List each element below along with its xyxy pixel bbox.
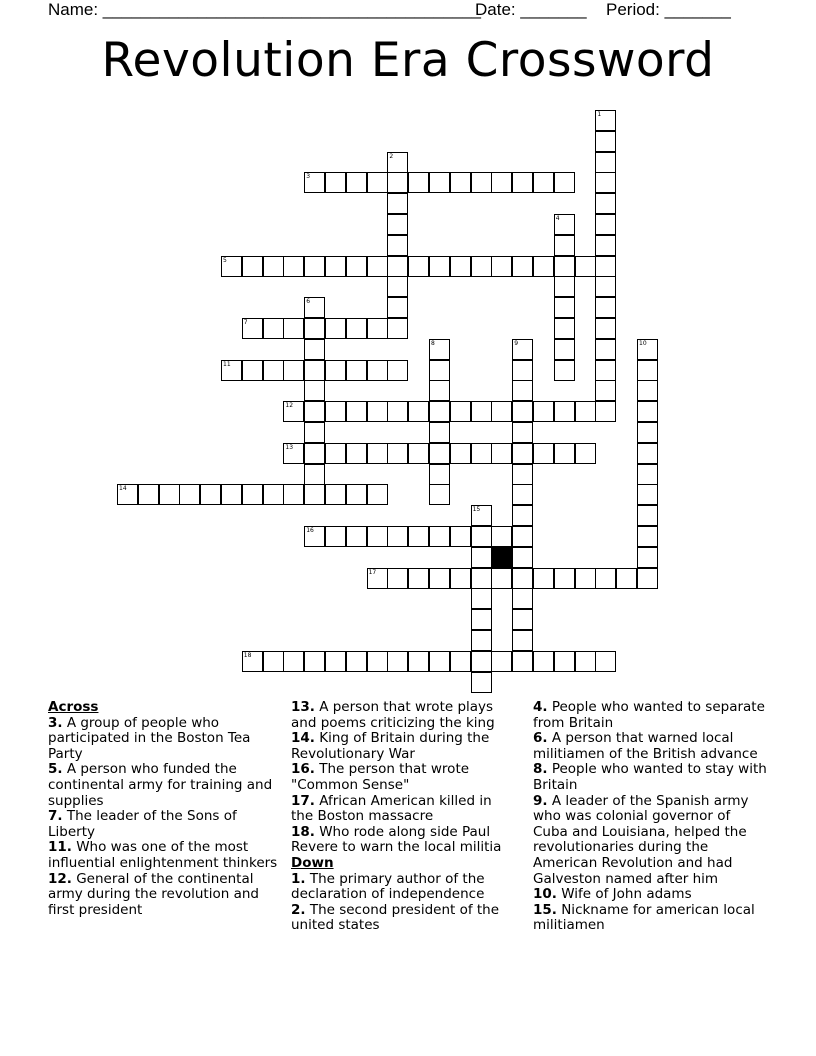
grid-cell[interactable] bbox=[595, 235, 616, 256]
grid-cell[interactable] bbox=[429, 380, 450, 401]
grid-cell[interactable] bbox=[429, 339, 450, 360]
grid-cell[interactable] bbox=[533, 568, 554, 589]
grid-cell[interactable] bbox=[304, 422, 325, 443]
grid-cell[interactable] bbox=[471, 568, 492, 589]
grid-cell[interactable] bbox=[283, 484, 304, 505]
name-field[interactable]: Name: ________________________________________ bbox=[48, 0, 481, 19]
cell-number: 10 bbox=[639, 339, 647, 347]
cell-number: 12 bbox=[285, 402, 294, 410]
grid-cell[interactable] bbox=[283, 651, 304, 672]
grid-cell[interactable] bbox=[491, 651, 512, 672]
grid-cell[interactable] bbox=[637, 547, 658, 568]
grid-cell[interactable] bbox=[408, 651, 429, 672]
clue-item: 4. People who wanted to separate from Britain bbox=[533, 699, 765, 731]
grid-cell[interactable] bbox=[387, 360, 408, 381]
clues-column-3 bbox=[533, 700, 768, 934]
grid-cell[interactable] bbox=[512, 360, 533, 381]
grid-cell[interactable] bbox=[387, 401, 408, 422]
clue-item: 3. A group of people who participated in the Boston Tea Party bbox=[48, 714, 251, 762]
grid-cell[interactable] bbox=[325, 443, 346, 464]
grid-cell[interactable] bbox=[283, 360, 304, 381]
grid-cell[interactable] bbox=[533, 256, 554, 277]
grid-cell[interactable] bbox=[346, 318, 367, 339]
grid-cell[interactable] bbox=[595, 193, 616, 214]
clue-item: 5. A person who funded the continental army for training and supplies bbox=[48, 761, 273, 809]
grid-cell[interactable] bbox=[408, 256, 429, 277]
grid-cell[interactable] bbox=[554, 443, 575, 464]
grid-cell[interactable] bbox=[387, 152, 408, 173]
grid-cell[interactable] bbox=[346, 172, 367, 193]
grid-cell[interactable] bbox=[450, 651, 471, 672]
grid-cell[interactable] bbox=[387, 443, 408, 464]
grid-cell[interactable] bbox=[346, 256, 367, 277]
grid-cell[interactable] bbox=[575, 401, 596, 422]
grid-cell[interactable] bbox=[325, 526, 346, 547]
grid-cell[interactable] bbox=[554, 401, 575, 422]
grid-cell[interactable] bbox=[512, 464, 533, 485]
grid-cell[interactable] bbox=[533, 651, 554, 672]
across-heading: Across bbox=[48, 699, 99, 715]
grid-cell[interactable] bbox=[263, 651, 284, 672]
clue-list-col3 bbox=[533, 700, 768, 934]
clue-item: 6. A person that warned local militiamen of the British advance bbox=[533, 730, 758, 762]
grid-cell[interactable] bbox=[304, 297, 325, 318]
grid-cell[interactable] bbox=[242, 318, 263, 339]
grid-cell[interactable] bbox=[512, 443, 533, 464]
grid-cell[interactable] bbox=[304, 443, 325, 464]
grid-cell[interactable] bbox=[429, 422, 450, 443]
grid-cell[interactable] bbox=[429, 651, 450, 672]
grid-cell[interactable] bbox=[221, 360, 242, 381]
grid-cell[interactable] bbox=[325, 172, 346, 193]
grid-cell[interactable] bbox=[471, 630, 492, 651]
grid-cell[interactable] bbox=[595, 110, 616, 131]
grid-cell[interactable] bbox=[304, 339, 325, 360]
clue-item: 10. Wife of John adams bbox=[533, 886, 692, 903]
grid-cell[interactable] bbox=[408, 443, 429, 464]
clue-item: 18. Who rode along side Paul Revere to warn the local militia bbox=[291, 823, 502, 856]
grid-cell[interactable] bbox=[595, 256, 616, 277]
grid-cell[interactable] bbox=[387, 214, 408, 235]
grid-cell[interactable] bbox=[242, 484, 263, 505]
grid-cell[interactable] bbox=[575, 568, 596, 589]
grid-cell[interactable] bbox=[491, 172, 512, 193]
grid-cell[interactable] bbox=[304, 172, 325, 193]
grid-cell[interactable] bbox=[512, 651, 533, 672]
grid-cell[interactable] bbox=[221, 484, 242, 505]
cell-number: 15 bbox=[472, 506, 481, 514]
grid-cell[interactable] bbox=[595, 276, 616, 297]
grid-cell[interactable] bbox=[304, 380, 325, 401]
clue-item: 14. King of Britain during the Revolutionary War bbox=[291, 730, 490, 762]
grid-cell[interactable] bbox=[429, 172, 450, 193]
clue-item: 11. Who was one of the most influential enlightenment thinkers bbox=[48, 839, 278, 871]
grid-cell[interactable] bbox=[450, 526, 471, 547]
grid-cell[interactable] bbox=[387, 172, 408, 193]
grid-cell[interactable] bbox=[595, 568, 616, 589]
cell-number: 2 bbox=[389, 152, 394, 160]
grid-cell[interactable] bbox=[637, 401, 658, 422]
grid-cell[interactable] bbox=[387, 318, 408, 339]
grid-cell[interactable] bbox=[304, 526, 325, 547]
grid-cell[interactable] bbox=[637, 443, 658, 464]
grid-cell[interactable] bbox=[450, 443, 471, 464]
grid-cell[interactable] bbox=[512, 526, 533, 547]
grid-cell[interactable] bbox=[408, 172, 429, 193]
grid-cell[interactable] bbox=[471, 547, 492, 568]
grid-cell[interactable] bbox=[595, 131, 616, 152]
grid-cell[interactable] bbox=[512, 422, 533, 443]
cell-number: 9 bbox=[514, 339, 519, 347]
grid-cell[interactable] bbox=[616, 568, 637, 589]
clue-item: 7. The leader of the Sons of Liberty bbox=[48, 808, 237, 840]
clue-item: 8. People who wanted to stay with Britain bbox=[533, 761, 767, 793]
grid-cell[interactable] bbox=[263, 256, 284, 277]
grid-cell[interactable] bbox=[242, 651, 263, 672]
grid-cell[interactable] bbox=[575, 256, 596, 277]
grid-cell[interactable] bbox=[554, 297, 575, 318]
clue-item: 16. The person that wrote "Common Sense" bbox=[291, 761, 470, 793]
cell-number: 8 bbox=[431, 339, 435, 347]
grid-cell[interactable] bbox=[408, 401, 429, 422]
grid-cell[interactable] bbox=[387, 297, 408, 318]
clue-item: 1. The primary author of the declaration of independence bbox=[291, 870, 485, 903]
grid-cell[interactable] bbox=[554, 360, 575, 381]
grid-cell[interactable] bbox=[595, 318, 616, 339]
grid-cell[interactable] bbox=[283, 401, 304, 422]
grid-cell[interactable] bbox=[595, 214, 616, 235]
cell-number: 14 bbox=[119, 485, 127, 493]
grid-cell[interactable] bbox=[533, 401, 554, 422]
grid-cell[interactable] bbox=[450, 172, 471, 193]
clues-column-2 bbox=[291, 700, 516, 934]
clue-item: 17. African American killed in the Boston massacre bbox=[291, 792, 492, 825]
grid-cell[interactable] bbox=[554, 318, 575, 339]
grid-cell[interactable] bbox=[387, 256, 408, 277]
grid-cell[interactable] bbox=[283, 318, 304, 339]
grid-cell[interactable] bbox=[575, 443, 596, 464]
grid-cell[interactable] bbox=[117, 484, 138, 505]
grid-cell[interactable] bbox=[408, 568, 429, 589]
grid-cell[interactable] bbox=[637, 422, 658, 443]
grid-cell[interactable] bbox=[304, 464, 325, 485]
grid-cell[interactable] bbox=[304, 256, 325, 277]
grid-cell[interactable] bbox=[595, 172, 616, 193]
cell-number: 7 bbox=[243, 319, 248, 326]
grid-cell[interactable] bbox=[367, 568, 388, 589]
clue-item: 2. The second president of the united states bbox=[291, 901, 500, 934]
grid-cell[interactable] bbox=[575, 651, 596, 672]
grid-cell[interactable] bbox=[429, 526, 450, 547]
grid-cell[interactable] bbox=[325, 484, 346, 505]
cell-number: 4 bbox=[555, 215, 560, 222]
grid-cell[interactable] bbox=[367, 443, 388, 464]
clue-item: 15. Nickname for american local militiamen bbox=[533, 901, 755, 934]
grid-cell[interactable] bbox=[325, 318, 346, 339]
clue-item: 12. General of the continental army during the revolution and first president bbox=[48, 870, 259, 918]
grid-cell[interactable] bbox=[367, 318, 388, 339]
cell-number: 18 bbox=[243, 651, 252, 659]
cell-number: 3 bbox=[306, 173, 311, 181]
grid-cell[interactable] bbox=[429, 464, 450, 485]
grid-cell[interactable] bbox=[554, 276, 575, 297]
grid-cell[interactable] bbox=[367, 651, 388, 672]
grid-cell[interactable] bbox=[512, 588, 533, 609]
clue-list-col2-across bbox=[291, 700, 516, 856]
clue-item: 13. A person that wrote plays and poems criticizing the king bbox=[291, 699, 495, 731]
grid-cell[interactable] bbox=[471, 672, 492, 693]
grid-cell[interactable] bbox=[450, 256, 471, 277]
grid-cell[interactable] bbox=[512, 609, 533, 630]
grid-cell[interactable] bbox=[242, 256, 263, 277]
cell-number: 16 bbox=[306, 527, 314, 534]
grid-cell[interactable] bbox=[408, 526, 429, 547]
grid-cell[interactable] bbox=[325, 360, 346, 381]
grid-cell[interactable] bbox=[325, 256, 346, 277]
grid-cell[interactable] bbox=[346, 401, 367, 422]
grid-cell[interactable] bbox=[387, 651, 408, 672]
grid-cell[interactable] bbox=[512, 401, 533, 422]
grid-cell[interactable] bbox=[491, 568, 512, 589]
grid-cell[interactable] bbox=[533, 443, 554, 464]
grid-cell[interactable] bbox=[429, 401, 450, 422]
grid-cell[interactable] bbox=[367, 526, 388, 547]
grid-cell[interactable] bbox=[346, 443, 367, 464]
grid-cell[interactable] bbox=[471, 505, 492, 526]
down-heading: Down bbox=[291, 854, 334, 871]
grid-cell[interactable] bbox=[346, 484, 367, 505]
grid-cell[interactable] bbox=[554, 339, 575, 360]
grid-cell[interactable] bbox=[637, 526, 658, 547]
grid-cell[interactable] bbox=[471, 651, 492, 672]
cell-number: 1 bbox=[597, 111, 602, 118]
grid-cell[interactable] bbox=[554, 172, 575, 193]
grid-cell[interactable] bbox=[595, 401, 616, 422]
clue-list-col2-down bbox=[291, 872, 516, 934]
grid-cell[interactable] bbox=[387, 276, 408, 297]
grid-cell[interactable] bbox=[595, 651, 616, 672]
grid-cell[interactable] bbox=[304, 318, 325, 339]
grid-cell[interactable] bbox=[595, 152, 616, 173]
grid-cell[interactable] bbox=[595, 360, 616, 381]
grid-cell[interactable] bbox=[637, 568, 658, 589]
grid-cell[interactable] bbox=[512, 505, 533, 526]
grid-cell[interactable] bbox=[554, 214, 575, 235]
grid-cell[interactable] bbox=[325, 651, 346, 672]
grid-cell[interactable] bbox=[387, 193, 408, 214]
grid-cell[interactable] bbox=[387, 526, 408, 547]
grid-cell[interactable] bbox=[304, 401, 325, 422]
grid-cell[interactable] bbox=[512, 256, 533, 277]
grid-cell[interactable] bbox=[387, 568, 408, 589]
grid-cell[interactable] bbox=[304, 651, 325, 672]
grid-cell[interactable] bbox=[221, 256, 242, 277]
grid-cell[interactable] bbox=[471, 256, 492, 277]
grid-cell[interactable] bbox=[450, 568, 471, 589]
grid-cell[interactable] bbox=[304, 484, 325, 505]
grid-cell[interactable] bbox=[283, 256, 304, 277]
grid-cell[interactable] bbox=[554, 256, 575, 277]
grid-cell[interactable] bbox=[242, 360, 263, 381]
grid-cell[interactable] bbox=[346, 360, 367, 381]
grid-cell[interactable] bbox=[637, 505, 658, 526]
grid-cell[interactable] bbox=[637, 339, 658, 360]
grid-cell[interactable] bbox=[637, 360, 658, 381]
grid-cell[interactable] bbox=[637, 484, 658, 505]
grid-cell[interactable] bbox=[429, 443, 450, 464]
grid-cell[interactable] bbox=[283, 443, 304, 464]
grid-cell[interactable] bbox=[512, 484, 533, 505]
grid-cell[interactable] bbox=[138, 484, 159, 505]
grid-cell[interactable] bbox=[471, 172, 492, 193]
grid-cell[interactable] bbox=[491, 256, 512, 277]
grid-cell[interactable] bbox=[429, 568, 450, 589]
grid-cell[interactable] bbox=[450, 401, 471, 422]
grid-cell[interactable] bbox=[429, 256, 450, 277]
student-info-header bbox=[48, 0, 768, 20]
cell-number: 17 bbox=[368, 568, 377, 576]
grid-cell[interactable] bbox=[263, 318, 284, 339]
cell-number: 6 bbox=[306, 298, 311, 306]
grid-cell[interactable] bbox=[512, 339, 533, 360]
grid-cell[interactable] bbox=[471, 401, 492, 422]
cell-number: 11 bbox=[223, 360, 231, 368]
grid-cell[interactable] bbox=[367, 484, 388, 505]
grid-cell[interactable] bbox=[554, 651, 575, 672]
grid-cell[interactable] bbox=[491, 526, 512, 547]
grid-cell[interactable] bbox=[325, 401, 346, 422]
grid-cell[interactable] bbox=[346, 526, 367, 547]
cell-number: 5 bbox=[223, 256, 227, 264]
grid-cell[interactable] bbox=[429, 484, 450, 505]
grid-cell[interactable] bbox=[367, 401, 388, 422]
grid-cell[interactable] bbox=[512, 172, 533, 193]
period-field[interactable]: Period: _______ bbox=[606, 0, 731, 19]
grid-cell[interactable] bbox=[637, 464, 658, 485]
grid-cell[interactable] bbox=[200, 484, 221, 505]
grid-cell[interactable] bbox=[387, 235, 408, 256]
grid-cell[interactable] bbox=[554, 568, 575, 589]
page-title: Revolution Era Crossword bbox=[101, 33, 715, 88]
grid-cell[interactable] bbox=[637, 380, 658, 401]
grid-cell[interactable] bbox=[595, 339, 616, 360]
grid-cell[interactable] bbox=[533, 172, 554, 193]
grid-cell[interactable] bbox=[471, 443, 492, 464]
clues-column-1 bbox=[48, 700, 283, 918]
grid-cell[interactable] bbox=[159, 484, 180, 505]
grid-cell[interactable] bbox=[429, 360, 450, 381]
cell-number: 13 bbox=[285, 443, 294, 451]
clue-item: 9. A leader of the Spanish army who was colonial governor of Cuba and Louisiana, helped the revolutionaries during the American Revolution and had Galveston named after him bbox=[533, 792, 749, 887]
grid-cell[interactable] bbox=[595, 380, 616, 401]
grid-cell[interactable] bbox=[491, 443, 512, 464]
grid-cell[interactable] bbox=[512, 380, 533, 401]
grid-cell[interactable] bbox=[179, 484, 200, 505]
grid-cell[interactable] bbox=[471, 526, 492, 547]
grid-cell[interactable] bbox=[471, 609, 492, 630]
grid-cell[interactable] bbox=[512, 630, 533, 651]
black-square bbox=[491, 547, 512, 568]
grid-cell[interactable] bbox=[367, 172, 388, 193]
grid-cell[interactable] bbox=[491, 401, 512, 422]
grid-cell[interactable] bbox=[346, 651, 367, 672]
grid-cell[interactable] bbox=[471, 588, 492, 609]
grid-cell[interactable] bbox=[554, 235, 575, 256]
grid-cell[interactable] bbox=[367, 360, 388, 381]
grid-cell[interactable] bbox=[367, 256, 388, 277]
grid-cell[interactable] bbox=[512, 568, 533, 589]
grid-cell[interactable] bbox=[263, 360, 284, 381]
grid-cell[interactable] bbox=[512, 547, 533, 568]
grid-cell[interactable] bbox=[263, 484, 284, 505]
clue-list-col1 bbox=[48, 716, 283, 919]
grid-cell[interactable] bbox=[595, 297, 616, 318]
grid-cell[interactable] bbox=[304, 360, 325, 381]
date-field[interactable]: Date: _______ bbox=[475, 0, 587, 19]
